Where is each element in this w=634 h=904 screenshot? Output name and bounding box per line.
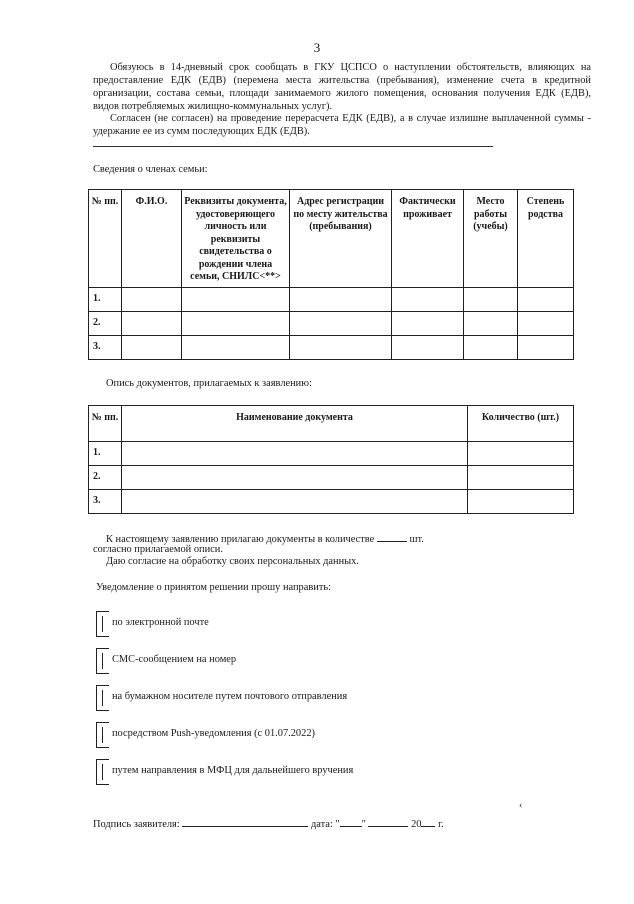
table-row [89,336,574,360]
registration-address-cell[interactable] [290,288,392,312]
row-number: 2. [89,466,122,490]
column-header-relationship: Степень родства [518,190,574,288]
date-label: дата: " [310,819,340,830]
checkbox-bracket[interactable] [96,611,109,637]
relationship-cell[interactable] [518,288,574,312]
row-number: 2. [89,312,122,336]
identity-document-cell[interactable] [182,288,290,312]
workplace-cell[interactable] [464,336,518,360]
actually-resides-cell[interactable] [392,312,464,336]
table-header-row [89,190,574,288]
relationship-cell[interactable] [518,336,574,360]
option-label: СМС-сообщением на номер [112,654,237,665]
row-number: 3. [89,490,122,514]
document-name-cell[interactable] [122,490,468,514]
stray-mark: ‹ [519,800,523,811]
personal-data-consent: Даю согласие на обработку своих персональных данных. [106,556,359,567]
quantity-cell[interactable] [468,442,574,466]
column-header-registration-address: Адрес регистрации по месту жительства (пребывания) [290,190,392,288]
row-number: 1. [89,288,122,312]
option-label: на бумажном носителе путем почтового отправления [112,691,348,702]
actually-resides-cell[interactable] [392,288,464,312]
quantity-cell[interactable] [468,466,574,490]
column-header-number: № пп. [89,406,122,442]
column-header-workplace: Место работы (учебы) [464,190,518,288]
documents-section-title: Опись документов, прилагаемых к заявлению: [106,378,312,389]
checkbox-bracket[interactable] [96,648,109,674]
table-row [89,466,574,490]
identity-document-cell[interactable] [182,312,290,336]
table-row [89,490,574,514]
table-row [89,442,574,466]
year-blank[interactable] [421,816,435,827]
checkbox-bracket[interactable] [96,722,109,748]
document-count-blank[interactable] [377,531,407,542]
relationship-cell[interactable] [518,312,574,336]
year-suffix: г. [438,819,444,830]
table-row [89,312,574,336]
attachment-inventory-line: согласно прилагаемой описи. [93,544,223,555]
obligation-paragraph: Обязуюсь в 14-дневный срок сообщать в ГКУ ЦСПСО о наступлении обстоятельств, влияющих на предоставление ЕДК (ЕДВ) (перемена места жительства (пребывания), изменение счета в кредитной организации, состава семьи, площади занимаемого жилого помещения, основания получения ЕДК (ЕДВ), видов потребляемых жилищно-коммунальных услуг). [93,62,591,112]
table-row [89,288,574,312]
checkbox-bracket[interactable] [96,685,109,711]
page-number: 3 [313,40,321,55]
column-header-identity-document: Реквизиты документа, удостоверяющего личность или реквизиты свидетельства о рождении члена семьи, СНИЛС<**> [182,190,290,288]
documents-table [88,405,574,514]
column-header-number: № пп. [89,190,122,288]
column-header-quantity: Количество (шт.) [468,406,574,442]
attachment-prefix: К настоящему заявлению прилагаю документы в количестве [106,534,375,545]
full-name-cell[interactable] [122,336,182,360]
full-name-cell[interactable] [122,288,182,312]
year-prefix: 20 [411,819,422,830]
workplace-cell[interactable] [464,312,518,336]
signature-blank[interactable] [182,816,308,827]
identity-document-cell[interactable] [182,336,290,360]
option-label: посредством Push-уведомления (с 01.07.2022) [112,728,315,739]
column-header-actually-resides: Фактически проживает [392,190,464,288]
attachment-suffix: шт. [409,534,424,545]
separator-line [93,146,493,147]
table-header-row [89,406,574,442]
option-label: по электронной почте [112,617,209,628]
date-quote-close: " [361,819,366,830]
actually-resides-cell[interactable] [392,336,464,360]
document-name-cell[interactable] [122,466,468,490]
recalculation-consent-paragraph: Согласен (не согласен) на проведение перерасчета ЕДК (ЕДВ), а в случае излишне выплаченной суммы - удержание ее из сумм последующих ЕДК (ЕДВ). [93,113,591,137]
signature-label: Подпись заявителя: [93,819,180,830]
row-number: 1. [89,442,122,466]
option-label: путем направления в МФЦ для дальнейшего вручения [112,765,354,776]
signature-line [93,816,444,830]
registration-address-cell[interactable] [290,336,392,360]
row-number: 3. [89,336,122,360]
checkbox-bracket[interactable] [96,759,109,785]
workplace-cell[interactable] [464,288,518,312]
month-blank[interactable] [368,816,408,827]
column-header-full-name: Ф.И.О. [122,190,182,288]
document-name-cell[interactable] [122,442,468,466]
notification-title: Уведомление о принятом решении прошу направить: [96,582,331,593]
registration-address-cell[interactable] [290,312,392,336]
day-blank[interactable] [340,816,362,827]
family-section-title: Сведения о членах семьи: [93,164,208,175]
family-members-table [88,189,574,360]
full-name-cell[interactable] [122,312,182,336]
quantity-cell[interactable] [468,490,574,514]
column-header-document-name: Наименование документа [122,406,468,442]
